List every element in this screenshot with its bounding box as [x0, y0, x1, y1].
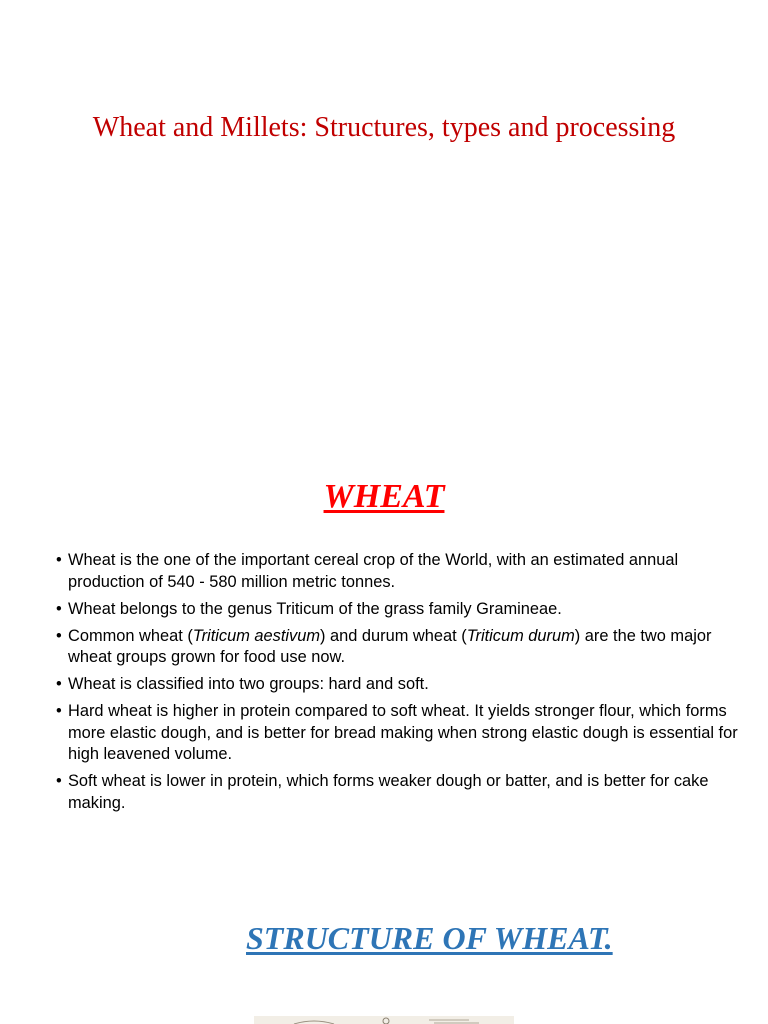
bullet-dot: • — [56, 772, 62, 790]
bullet-dot: • — [56, 702, 62, 720]
bullet-text-part: ) and durum wheat ( — [320, 626, 467, 645]
wheat-heading: WHEAT — [323, 478, 445, 515]
bullet-item-classification — [56, 674, 746, 696]
structure-heading: STRUCTURE OF WHEAT. — [246, 920, 613, 956]
bullet-text-part: ) are the two major wheat groups grown for food use now. — [68, 626, 712, 666]
bullet-text: Hard wheat is higher in protein compared to soft wheat. It yields stronger flour, which forms more elastic dough, and is better for bread making when strong elastic dough is essential for high leavened volume. — [68, 702, 738, 763]
species-name-aestivum: Triticum aestivum — [192, 626, 320, 645]
bullet-dot: • — [56, 626, 62, 645]
bullet-item-groups — [56, 626, 746, 669]
wheat-diagram-sketch — [254, 1016, 514, 1024]
species-name-durum: Triticum durum — [466, 626, 575, 645]
bullet-dot: • — [56, 551, 62, 569]
bullet-item-soft-wheat — [56, 771, 746, 814]
bullet-text: Wheat is classified into two groups: hard and soft. — [68, 675, 429, 693]
bullet-dot: • — [56, 599, 62, 618]
bullet-text-part: Common wheat ( — [68, 626, 193, 645]
bullet-item-hard-wheat — [56, 701, 746, 766]
wheat-structure-diagram-top — [254, 1016, 514, 1024]
wheat-bullet-list — [56, 550, 746, 820]
bullet-text: Wheat is the one of the important cereal crop of the World, with an estimated annual production of 540 - 580 million metric tonnes. — [68, 551, 679, 591]
bullet-item-genus — [56, 599, 746, 621]
slide-title: Wheat and Millets: Structures, types and processing — [92, 112, 676, 143]
bullet-item-production — [56, 550, 746, 593]
bullet-dot: • — [56, 675, 62, 693]
bullet-text: Wheat belongs to the genus Triticum of the grass family Gramineae. — [68, 599, 562, 618]
bullet-text: Soft wheat is lower in protein, which forms weaker dough or batter, and is better for cake making. — [68, 772, 709, 812]
